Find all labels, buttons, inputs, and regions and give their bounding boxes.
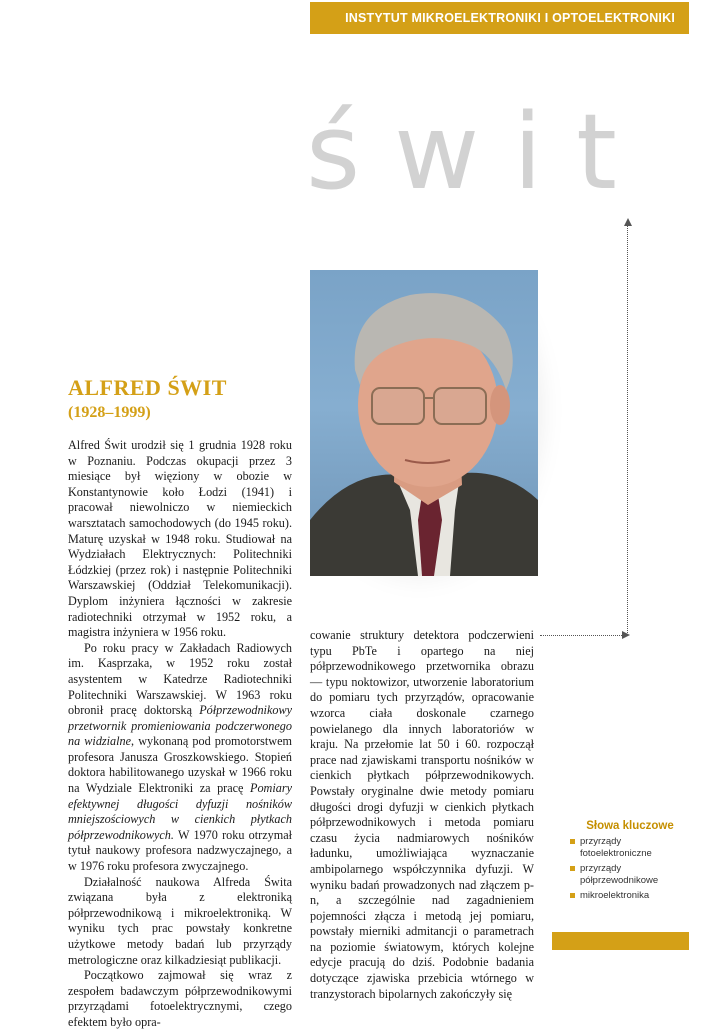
bullet-square-icon [570, 839, 575, 844]
portrait-image [310, 270, 538, 576]
keyword-label: przyrządy fotoelektroniczne [580, 836, 652, 859]
person-name: ALFRED ŚWIT [68, 375, 227, 400]
keywords-title: Słowa kluczowe [586, 820, 674, 832]
paragraph-4: Początkowo zajmował się wraz z zespołem badawczym półprzewodnikowymi przyrządami fotoelektrycznymi, czego efektem było opra- [68, 968, 292, 1029]
keyword-label: przyrządy półprzewodnikowe [580, 863, 659, 886]
dotted-line-horizontal [540, 635, 624, 636]
paragraph-2 [68, 641, 292, 875]
arrow-right-icon [622, 631, 630, 639]
portrait-photo [310, 270, 538, 576]
text-column-right [310, 628, 534, 1002]
header-bar [310, 2, 689, 34]
paragraph-continued: cowanie struktury detektora podczerwieni typu PbTe i opartego na niej półprzewodnikowego przetwornika obrazu — typu noktowizor, utworzenie laboratorium do pomiaru tych przyrządów, opracowanie wzorca ciała doskonale czarnego powielanego dla innych laboratoriów w kraju. Na przełomie lat 50 i 60. rozpoczął prace nad zjawiskami transportu nośników w cienkich płytkach półprzewodnikowych. Powstały oryginalne dwie metody pomiaru długości drogi dyfuzji w cienkich płytkach półprzewodnikowych i metoda pomiaru czasu życia nadmiarowych nośników ładunku, umożliwiająca wyznaczanie ambipolarnego współczynnika dyfuzji. W wyniku badań prowadzonych nad złączem p-n, a szczególnie nad zagadnieniem pojemności złącza i metodą jej pomiaru, powstały mierniki admitancji o parametrach na poziomie światowym, których kolejne edycje pracują do dziś. Podobnie badania dotyczące zjawiska przebicia wtórnego w tranzystorach bipolarnych zakończyły się [310, 628, 534, 1001]
keyword-item [570, 890, 690, 902]
bullet-square-icon [570, 893, 575, 898]
bullet-square-icon [570, 866, 575, 871]
paragraph-2-text-a: Po roku pracy w Zakładach Radiowych im. Kasprzaka, w 1952 roku został asystentem w Katedrze Radiotechniki Politechniki Warszawskiej. W 1963 roku obronił pracę doktorską [68, 640, 292, 718]
keyword-item [570, 863, 690, 887]
paragraph-3: Działalność naukowa Alfreda Świta związana była z elektroniką półprzewodnikową i mikroelektroniką. W wyniku tych prac powstały konkretne użytkowe metody badań lub przyrządy metrologiczne oraz kilkadziesiąt publikacji. [68, 874, 292, 967]
keywords-box [570, 820, 690, 905]
keyword-label: mikroelektronika [580, 890, 650, 901]
footer-accent-bar [552, 932, 689, 950]
paragraph-2-text-b: , wykonaną pod promotorstwem profesora Janusza Groszkowskiego. Stopień doktora habilitowanego uzyskał w 1966 roku na Wydziale Elektroniki za pracę [68, 734, 292, 796]
paragraph-2-text-c: W 1970 roku otrzymał tytuł naukowy profesora nadzwyczajnego, a w 1976 roku profesora zwyczajnego. [68, 827, 292, 874]
paragraph-2-thesis-habilitation: Pomiary efektywnej długości dyfuzji nośników mniejszościowych w cienkich płytkach półprzewodnikowych. [68, 781, 292, 842]
text-column-left [68, 438, 292, 1031]
big-title: świt [306, 91, 651, 213]
institute-name: INSTYTUT MIKROELEKTRONIKI I OPTOELEKTRONIKI [345, 11, 675, 25]
paragraph-1: Alfred Świt urodził się 1 grudnia 1928 roku w Poznaniu. Podczas okupacji przez 3 miesiące był więziony w obozie w Konstantynowie koło Łodzi (1941) i pracował niewolniczo w niemieckich warsztatach samochodowych (do 1945 roku). Maturę uzyskał w 1948 roku. Studiował na Wydziałach Elektrycznych: Politechniki Łódzkiej (przez rok) i następnie Politechniki Warszawskiej (Oddział Telekomunikacji). Dyplom inżyniera łączności w zakresie radiotechniki otrzymał w 1952 roku, a magistra inżyniera w 1956 roku. [68, 438, 292, 640]
arrow-up-icon [624, 218, 632, 226]
paragraph-2-thesis-doctoral: Półprzewodnikowy przetwornik promieniowania podczerwonego na widzialne [68, 703, 292, 749]
portrait-illustration [310, 270, 538, 576]
person-years: (1928–1999) [68, 404, 151, 421]
dotted-line-vertical [627, 224, 628, 635]
keyword-item [570, 836, 690, 860]
